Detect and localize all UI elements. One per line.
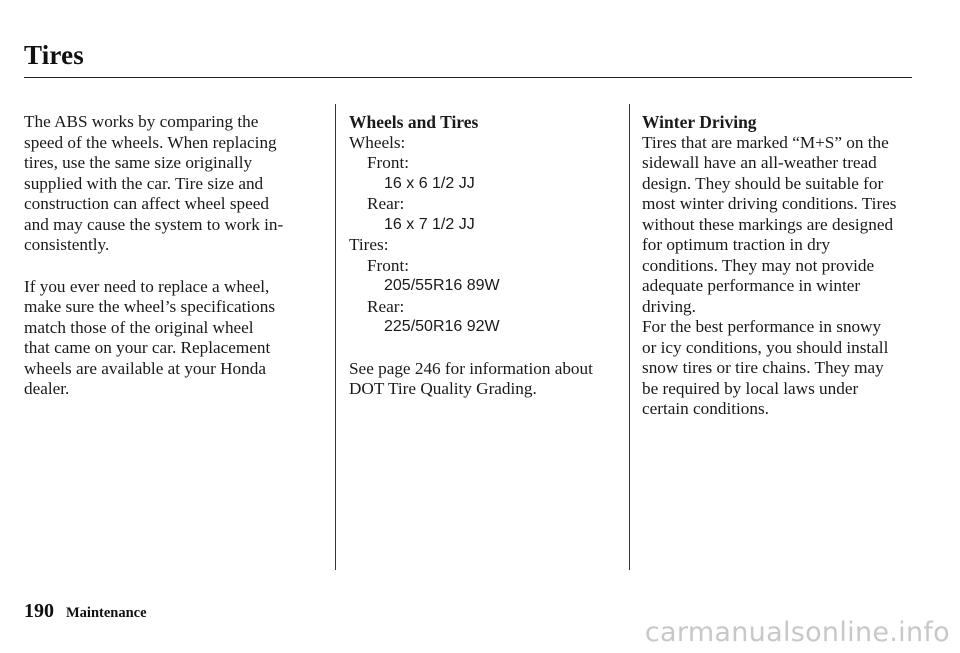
text-line: speed of the wheels. When replacing [24,132,277,152]
title-divider [24,77,912,78]
text-line: consistently. [24,235,110,254]
text-line: adequate performance in winter [642,276,861,295]
column-divider [629,104,630,570]
paragraph-gap [349,338,619,359]
text-line: make sure the wheel’s specifications [24,297,276,316]
text-line: conditions. They may not provide [642,255,875,275]
tires-rear-value: 225/50R16 92W [384,318,500,335]
section-name: Maintenance [66,605,147,621]
tires-label: Tires: [349,235,389,254]
column-abs-note [24,112,326,400]
text-line: be required by local laws under [642,378,859,398]
text-line: and may cause the system to work in- [24,214,284,234]
tires-rear-label: Rear: [367,296,405,316]
text-line: If you ever need to replace a wheel, [24,276,270,296]
section-heading-winter-driving: Winter Driving [642,112,757,132]
text-line: without these markings are designed [642,214,894,234]
text-line: wheels are available at your Honda [24,358,266,378]
text-line: that came on your car. Replacement [24,338,271,357]
tires-front-label: Front: [367,255,410,275]
text-line: For the best performance in snowy [642,317,882,336]
section-heading-wheels-and-tires: Wheels and Tires [349,112,479,132]
text-line: driving. [642,296,696,316]
text-line: design. They should be suitable for [642,173,884,193]
text-line: DOT Tire Quality Grading. [349,379,537,398]
page-title: Tires [24,40,85,70]
text-line: The ABS works by comparing the [24,112,259,131]
paragraph-gap [24,256,326,277]
text-line: sidewall have an all-weather tread [642,153,877,172]
text-line: Tires that are marked “M+S” on the [642,132,889,152]
column-winter-driving [642,112,922,420]
text-line: certain conditions. [642,399,769,418]
wheels-front-label: Front: [367,153,410,172]
text-line: for optimum traction in dry [642,235,831,254]
text-line: See page 246 for information about [349,358,593,378]
text-line: supplied with the car. Tire size and [24,173,264,193]
column-wheels-and-tires [349,112,619,400]
tires-front-value: 205/55R16 89W [384,277,500,294]
wheels-rear-value: 16 x 7 1/2 JJ [384,215,475,233]
column-divider [335,104,336,570]
text-line: or icy conditions, you should install [642,337,889,357]
text-line: snow tires or tire chains. They may [642,358,884,377]
text-line: tires, use the same size originally [24,153,253,172]
text-line: most winter driving conditions. Tires [642,194,897,213]
text-line: construction can affect wheel speed [24,194,269,213]
watermark-text: carmanualsonline.info [644,617,950,648]
wheels-rear-label: Rear: [367,194,405,213]
page-number: 190 [24,600,54,622]
text-line: match those of the original wheel [24,317,254,337]
wheels-front-value: 16 x 6 1/2 JJ [384,174,475,192]
wheels-label: Wheels: [349,132,406,152]
text-line: dealer. [24,379,70,398]
page-footer [24,600,147,623]
